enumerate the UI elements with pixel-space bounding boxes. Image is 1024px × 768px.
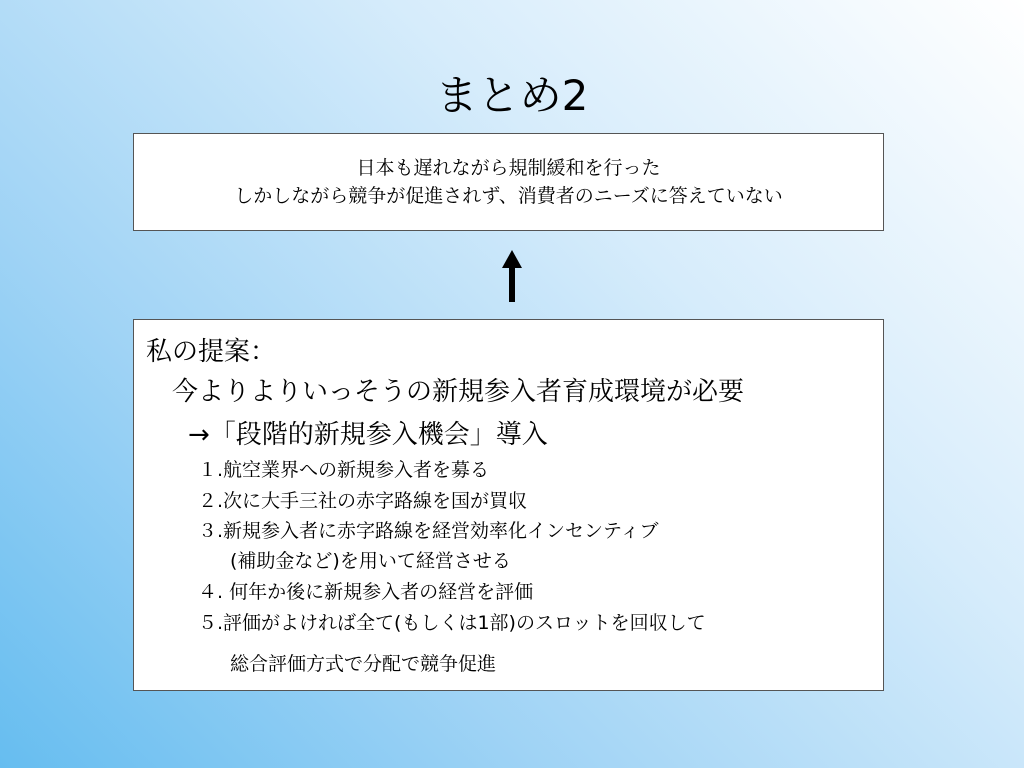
proposal-box xyxy=(133,319,884,691)
proposal-step-3-continuation: (補助金など)を用いて経営させる xyxy=(230,550,511,572)
proposal-step-4: ４. 何年か後に新規参入者の経営を評価 xyxy=(198,581,534,603)
up-arrow-icon xyxy=(498,248,526,304)
summary-box xyxy=(133,133,884,231)
proposal-need: 今よりよりいっそうの新規参入者育成環境が必要 xyxy=(172,377,745,407)
proposal-step-3: ３.新規参入者に赤字路線を経営効率化インセンティブ xyxy=(198,520,659,542)
proposal-heading: 私の提案： xyxy=(146,337,277,367)
summary-line-1: 日本も遅れながら規制緩和を行った xyxy=(356,157,661,179)
proposal-step-5-continuation: 総合評価方式で分配で競争促進 xyxy=(230,653,497,675)
proposal-introduction: →「段階的新規参入機会」導入 xyxy=(188,420,548,450)
slide-title: まとめ2 xyxy=(435,71,589,120)
proposal-step-2: ２.次に大手三社の赤字路線を国が買収 xyxy=(198,490,528,512)
proposal-step-5: ５.評価がよければ全て(もしくは1部)のスロットを回収して xyxy=(198,612,706,634)
proposal-step-1: １.航空業界への新規参入者を募る xyxy=(198,459,490,481)
summary-line-2: しかしながら競争が促進されず、消費者のニーズに答えていない xyxy=(234,185,783,207)
